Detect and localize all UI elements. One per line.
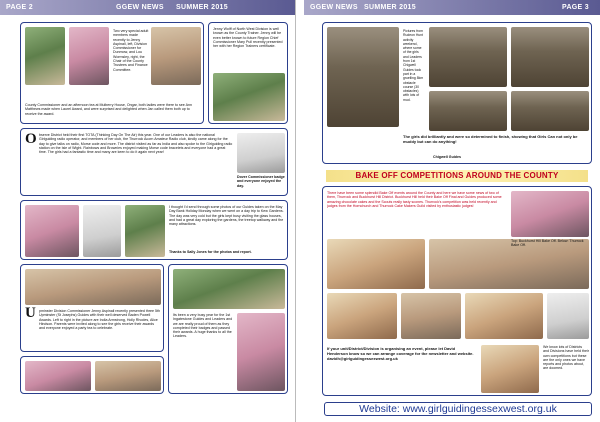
party-photo-1: [25, 361, 91, 391]
upminster-photo: [25, 269, 161, 305]
trip-caption: Thanks to Sally Jones for the photos and report.: [169, 250, 252, 254]
trip-photo-1: [25, 205, 79, 257]
awards-text: Two very special adult members made recently to Jenny Aspinall, left, Division Commissioner for Dunmow, and Lou Wormsley, right, the Chair of the County Trustees and Finance Committee.: [113, 29, 149, 72]
bake-off-contact: If your unit/District/Division is organising an event, please let David Henderson know so we can arrange coverage for the newsletter and website. davidh@girlguidingessexwest.org.uk: [327, 347, 474, 361]
obstacle-article: [322, 22, 592, 164]
party-photo-2: [95, 361, 161, 391]
newsletter-name: GGEW NEWS: [116, 4, 164, 11]
bake-photo-7: [547, 293, 589, 339]
page-header-left: [0, 0, 295, 15]
trip-photo-2: [83, 205, 121, 257]
radio-photo: [237, 133, 285, 173]
award-photo-1: [25, 27, 65, 85]
party-article: [20, 356, 164, 394]
leaders-text: Its been a very busy year for the 1st Ingatestone Guides and Leaders and we are really proud of them as they completed their badges and passed their awards. A huge thanks to all the Leaders.: [173, 313, 233, 339]
leaders-photo-2: [237, 313, 285, 391]
bake-photo-4: [327, 293, 397, 339]
leaders-article: [168, 264, 288, 394]
website-banner[interactable]: Website: www.girlguidingessexwest.org.uk: [324, 402, 592, 416]
obstacle-photo-2: [429, 27, 507, 87]
upminster-article: [20, 264, 164, 352]
award-photo-3: [151, 27, 201, 85]
obstacle-photo-3: [511, 27, 589, 87]
page-number-right: PAGE 3: [562, 4, 589, 11]
jenny-photo: [213, 73, 285, 121]
newsletter-name-right: GGEW NEWS: [310, 4, 358, 11]
award-photo-2: [69, 27, 109, 85]
issue-name: SUMMER 2015: [176, 4, 228, 11]
radio-article: [20, 128, 288, 196]
right-page: [304, 0, 600, 422]
obstacle-sign: Chigwell Guides: [433, 155, 461, 159]
bake-photo-5: [401, 293, 461, 339]
bake-off-caption: Top: Buckhurst Hill Bake Off. Below: Thurrock Bake Off.: [511, 239, 584, 247]
page-number: PAGE 2: [6, 4, 33, 11]
obstacle-photo-5: [511, 91, 589, 131]
bake-off-title: BAKE OFF COMPETITIONS AROUND THE COUNTY: [326, 170, 588, 182]
obstacle-text: Pictures from Rudeon Hunt activity weekend, where some of the girls and Leaders from 1st Chigwell Guides took part in a gruelling 8km obstacle course (30 obstacles) with lots of mud.: [403, 29, 424, 102]
bake-photo-6: [465, 293, 543, 339]
upminster-text: pminster Division Commissioner Jenny Aspinall recently presented three 5th Upminster (St Josephs) Guides with their well deserved Baden Powell Awards. Left to right in the picture are India Armstrong, Holly Rhodes, Alice Hindson. Parents were invited along to see the girls receive their awards and everyone enjoyed a party tea to celebrate.: [39, 309, 161, 331]
radio-text: bserve District held their first TOTA (Thinking Day On The Air) this year. One of our Leaders is also the national Girlguiding radio operator, and members of her club, the Thurrock Acorn Amateur Radio club, kindly came along for the day to give talks on radio, Morse code and more. The district visited as far as India and also spoke to the Girlguiding radio station on the Isle of Wight. Rainbows and Brownies enjoyed making Morse code bracelets and everyone had a great time. The girls had a fantastic time and many are keen to do it again next year!: [39, 133, 233, 155]
page-header-right: [304, 0, 600, 15]
obstacle-photo-4: [429, 91, 507, 131]
trip-photo-3: [125, 205, 165, 257]
bake-off-intro: There have been some splendid Bake Off events around the County and here we have some news of two of them, Thurrock and Buckhurst Hill District. Buckhurst Hill held their Bake Off Final and Guides produced some amazing chocolate cakes and the Scouts really tasty scones. Thurrock's competition was held recently and judges from the Hornchurch and Thurrock Cake Makers Guild visited by enthusiastic judges!: [327, 191, 502, 208]
trip-text: I thought I'd send through some photos of our Guides taken on the May Day Bank Holiday Monday when we went on a day trip to Kew Gardens. The day was very cold but the girls kept busy visiting the glass houses, and had a great day exploring the gardens, the treetop walkway and the many attractions.: [169, 205, 284, 227]
left-page: [0, 0, 296, 422]
awards-article: [20, 22, 204, 124]
upminster-dropcap: U: [25, 305, 36, 321]
bake-photo-8: [481, 345, 539, 393]
jenny-article: [208, 22, 288, 124]
awards-caption: County Commissioner and an afternoon tea at Mulberry House, Ongar, both ladies were there to see Ann Matthews made when Laurel Award, and were surprised and delighted when Jan called them both up to receive the award.: [25, 103, 193, 116]
bake-photo-2: [511, 191, 589, 237]
jenny-text: Jenny Wolff of North West Division is well known as the County Trainer. Jenny will be even better known to future Region Chief Commissioner Mary Pull recently presented her with her Region Trainers certificate.: [213, 27, 283, 49]
bake-off-article: [322, 186, 592, 396]
issue-name-right: SUMMER 2015: [364, 4, 416, 11]
bake-off-side: We know lots of Districts and Divisions have held their own competitions but these are the only ones we have reports and photos about, are doomed.: [543, 345, 589, 371]
radio-dropcap: O: [25, 131, 37, 147]
obstacle-photo-1: [327, 27, 399, 127]
leaders-photo-1: [173, 269, 285, 309]
obstacle-quote: The girls did brilliantly and were so determined to finish, showing that Girls Can not only be muddy but can do anything!: [403, 135, 578, 144]
bake-photo-1: [327, 239, 425, 289]
radio-caption: Dover Commissioner badge and everyone enjoyed the day.: [237, 175, 285, 188]
trip-article: [20, 200, 288, 260]
